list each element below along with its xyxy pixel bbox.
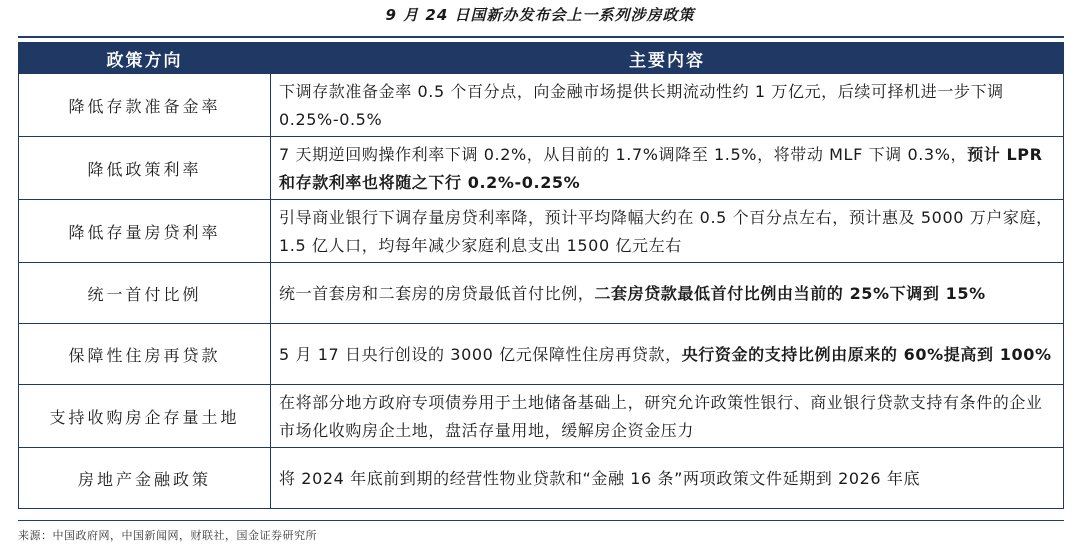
content-text: 引导商业银行下调存量房贷利率降，预计平均降幅大约在 0.5 个百分点左右，预计惠及 5000 万户家庭，1.5 亿人口，均每年减少家庭利息支出 1500 亿元左右 [279, 208, 1053, 255]
table-row [19, 263, 1064, 324]
table-header-row [19, 43, 1064, 74]
content-text: 在将部分地方政府专项债券用于土地储备基础上，研究允许政策性银行、商业银行贷款支持有条件的企业市场化收购房企土地，盘活存量用地，缓解房企资金压力 [279, 393, 1043, 440]
policy-direction-cell: 降低存款准备金率 [19, 74, 271, 137]
policy-content-cell [271, 137, 1064, 200]
policy-direction-cell: 降低存量房贷利率 [19, 200, 271, 263]
policy-content-cell [271, 448, 1064, 509]
table-row [19, 448, 1064, 509]
policy-direction-cell: 保障性住房再贷款 [19, 324, 271, 385]
top-rule [18, 36, 1064, 38]
table-row [19, 324, 1064, 385]
content-highlight-text: 二套房贷款最低首付比例由当前的 25%下调到 15% [594, 284, 986, 303]
table-row [19, 137, 1064, 200]
policy-direction-cell: 房地产金融政策 [19, 448, 271, 509]
content-text: 5 月 17 日央行创设的 3000 亿元保障性住房再贷款， [279, 345, 682, 364]
table-row [19, 74, 1064, 137]
policy-direction-cell: 支持收购房企存量土地 [19, 385, 271, 448]
policy-content-cell [271, 385, 1064, 448]
content-highlight-text: 预计 LPR 和存款利率也将随之下行 0.2%-0.25% [279, 145, 1043, 192]
content-text: 将 2024 年底前到期的经营性物业贷款和“金融 16 条”两项政策文件延期到 2026 年底 [279, 469, 921, 488]
content-text: 7 天期逆回购操作利率下调 0.2%，从目前的 1.7%调降至 1.5%，将带动 MLF 下调 0.3%， [279, 145, 968, 164]
content-highlight-text: 央行资金的支持比例由原来的 60%提高到 100% [681, 345, 1052, 364]
table-row [19, 385, 1064, 448]
policy-content-cell [271, 74, 1064, 137]
policy-direction-cell: 统一首付比例 [19, 263, 271, 324]
policy-content-cell [271, 324, 1064, 385]
source-note: 来源：中国政府网，中国新闻网，财联社，国金证券研究所 [18, 529, 317, 542]
policy-table [18, 42, 1064, 509]
policy-content-cell [271, 200, 1064, 263]
header-main-content: 主要内容 [271, 43, 1064, 74]
table-title: 9 月 24 日国新办发布会上一系列涉房政策 [385, 6, 695, 24]
policy-content-cell [271, 263, 1064, 324]
bottom-rule [18, 520, 1064, 521]
table-row [19, 200, 1064, 263]
header-policy-direction: 政策方向 [19, 43, 271, 74]
content-text: 下调存款准备金率 0.5 个百分点，向金融市场提供长期流动性约 1 万亿元，后续可择机进一步下调 0.25%-0.5% [279, 82, 1004, 129]
policy-direction-cell: 降低政策利率 [19, 137, 271, 200]
content-text: 统一首套房和二套房的房贷最低首付比例， [279, 284, 595, 303]
